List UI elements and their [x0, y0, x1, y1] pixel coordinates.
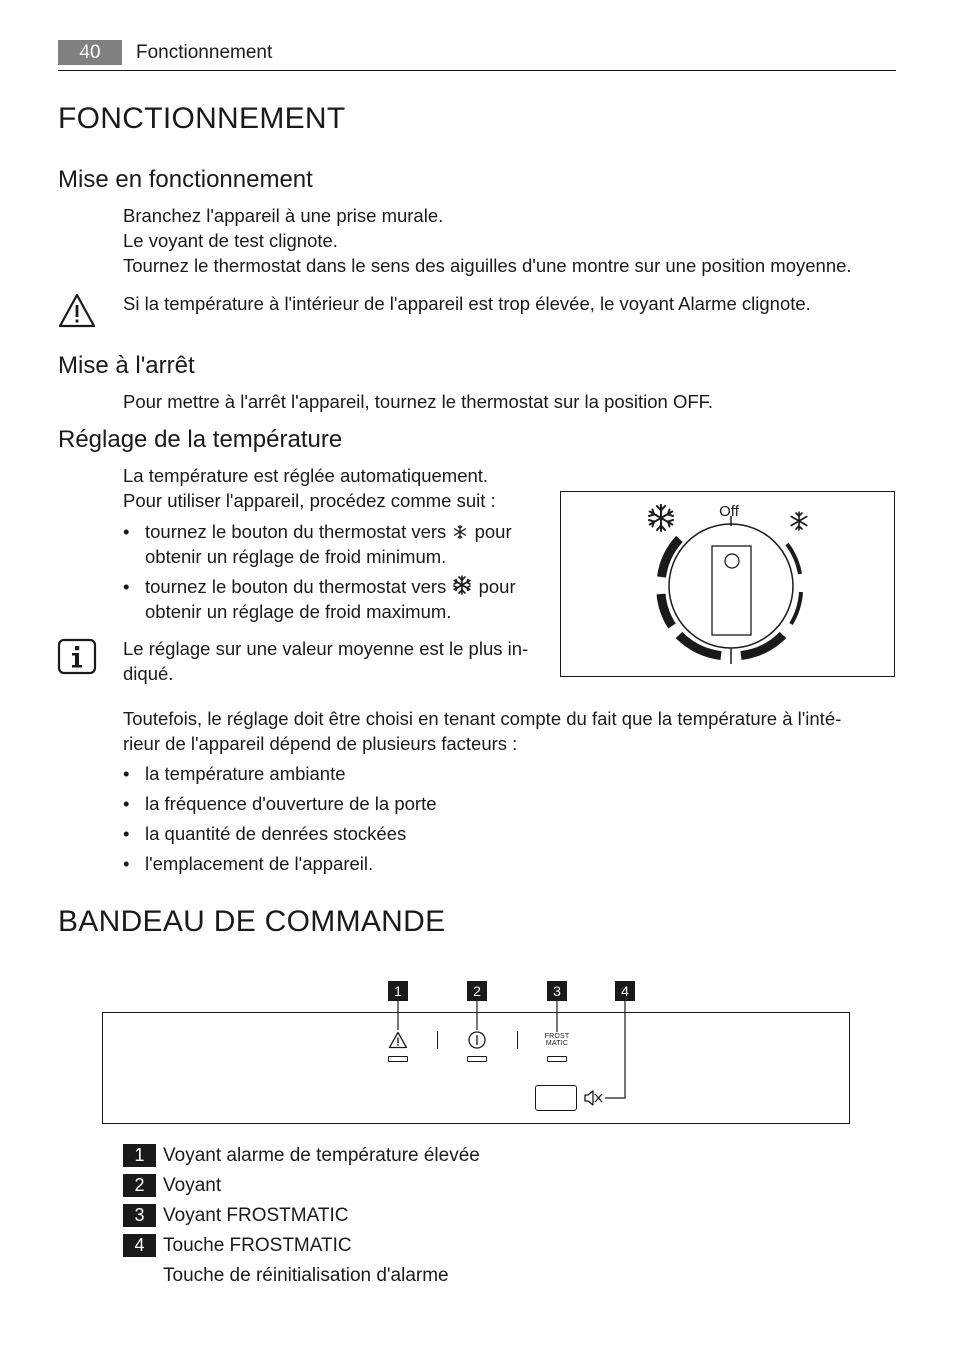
frostmatic-button[interactable]: [535, 1085, 577, 1111]
text-line: Toutefois, le réglage doit être choisi en tenant compte du fait que la température à l'inté-: [123, 708, 842, 729]
running-header: Fonctionnement: [136, 42, 273, 63]
page-number: 40: [58, 40, 122, 65]
callout-3: 3: [547, 981, 567, 1001]
frostmatic-led: [547, 1056, 567, 1062]
dial-off-label: Off: [719, 503, 739, 520]
bullet-text: obtenir un réglage de froid maximum.: [145, 601, 452, 622]
power-indicator-icon: [467, 1030, 487, 1050]
legend-label: Voyant FROSTMATIC: [163, 1205, 349, 1226]
heading-reglage-temperature: Réglage de la température: [58, 426, 343, 453]
section-title-fonctionnement: FONCTIONNEMENT: [58, 102, 346, 135]
bullet-text: pour: [478, 576, 516, 597]
info-text: diqué.: [123, 663, 174, 684]
callout-4: 4: [615, 981, 635, 1001]
bullet-text: pour: [474, 521, 512, 542]
text-line: rieur de l'appareil dépend de plusieurs facteurs :: [123, 733, 518, 754]
power-led: [467, 1056, 487, 1062]
callout-1: 1: [388, 981, 408, 1001]
bullet-text: tournez le bouton du thermostat vers: [145, 576, 447, 597]
legend-label: Voyant alarme de température élevée: [163, 1145, 480, 1166]
frostmatic-label: FROST MATIC: [544, 1033, 570, 1047]
legend-label: Touche FROSTMATIC: [163, 1235, 352, 1256]
bullet-text: tournez le bouton du thermostat vers: [145, 521, 447, 542]
legend-number: 1: [123, 1144, 156, 1167]
control-panel: [102, 1012, 850, 1124]
warning-text: Si la température à l'intérieur de l'appareil est trop élevée, le voyant Alarme clignote.: [123, 293, 811, 314]
panel-separator: [517, 1031, 518, 1049]
panel-separator: [437, 1031, 438, 1049]
bullet-text: obtenir un réglage de froid minimum.: [145, 546, 447, 567]
heading-mise-en-fonctionnement: Mise en fonctionnement: [58, 166, 313, 193]
text-line: Le voyant de test clignote.: [123, 230, 338, 251]
callout-2: 2: [467, 981, 487, 1001]
legend-number: 3: [123, 1204, 156, 1227]
section-title-bandeau: BANDEAU DE COMMANDE: [58, 905, 446, 938]
text-line: Branchez l'appareil à une prise murale.: [123, 205, 444, 226]
alarm-triangle-icon: [388, 1031, 408, 1049]
speaker-mute-icon: [583, 1089, 605, 1107]
legend-number: 2: [123, 1174, 156, 1197]
info-text: Le réglage sur une valeur moyenne est le plus in-: [123, 638, 529, 659]
legend-label: Voyant: [163, 1175, 222, 1196]
legend-number: 4: [123, 1234, 156, 1257]
text-line: Tournez le thermostat dans le sens des aiguilles d'une montre sur une position moyenne.: [123, 255, 852, 276]
legend-label: Touche de réinitialisation d'alarme: [163, 1265, 449, 1286]
alarm-led: [388, 1056, 408, 1062]
text-line: Pour mettre à l'arrêt l'appareil, tournez le thermostat sur la position OFF.: [123, 391, 714, 412]
text-line: La température est réglée automatiquement.: [123, 465, 489, 486]
text-line: Pour utiliser l'appareil, procédez comme suit :: [123, 490, 496, 511]
heading-mise-a-larret: Mise à l'arrêt: [58, 352, 195, 379]
